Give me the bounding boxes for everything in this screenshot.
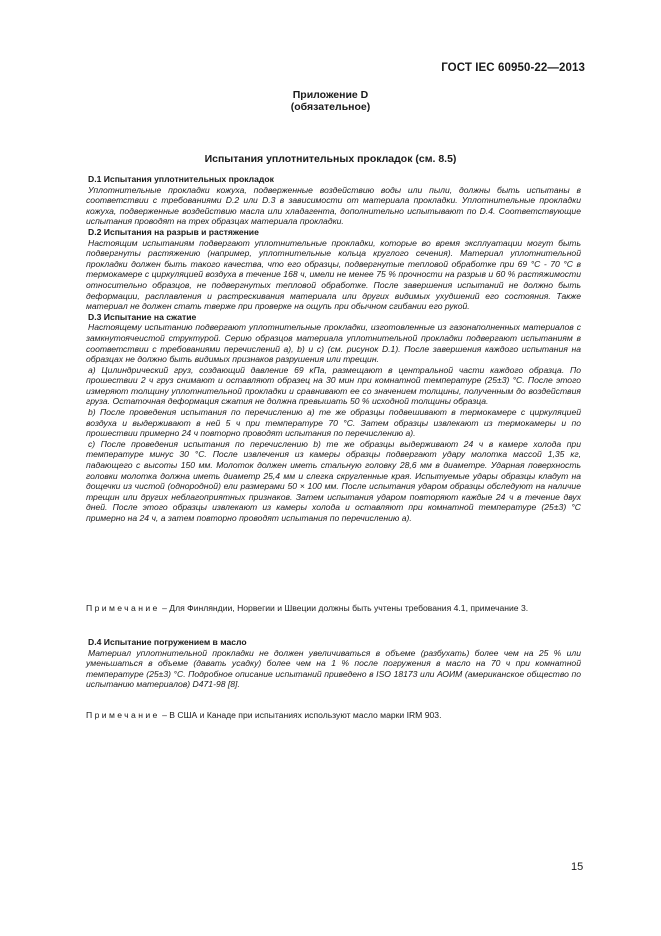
section-d3-paragraph: Настоящему испытанию подвергают уплотнительные прокладки, изготовленные из газонаполненных материалов с замкнутоячеистой структурой. Серию образцов материала уплотнительной прокладки подвергают испытаниям в соответствии с требованиями перечислений a), b) и c) (см. рисунок D.1). После завершения каждого испытания на образцах не должно быть видимых признаков разрушения или трещин.: [86, 322, 581, 365]
section-d4-paragraph: Материал уплотнительной прокладки не должен увеличиваться в объеме (разбухать) более чем на 25 % или уменьшаться в объеме (давать усадку) более чем на 1 % после погружения в масло на 70 ч при комнатной температуре (25±3) °С. Подробное описание испытаний приведено в ISO 18173 или АОИМ (американское общество по испытанию материалов) D471-98 [8].: [86, 647, 581, 690]
note-label: Примечание: [86, 710, 160, 720]
section-d3-item-a: a) Цилиндрический груз, создающий давление 69 кПа, размещают в центральной части каждого образца. По прошествии 2 ч груз снимают и оставляют образец на 30 мин при комнатной температуре (25±3) °С. После этого измеряют толщину уплотнительной прокладки и сравнивают ее со значением толщины, полученным до воздействия груза. Остаточная деформация сжатия не должна превышать 50 % исходной толщины образца.: [86, 364, 581, 407]
note-text: – Для Финляндии, Норвегии и Швеции должны быть учтены требования 4.1, примечание 3.: [159, 603, 529, 613]
page-number: 15: [571, 861, 584, 873]
section-d3-heading: D.3 Испытание на сжатие: [88, 311, 197, 322]
section-d2-heading: D.2 Испытания на разрыв и растяжение: [88, 226, 259, 237]
section-d4: [86, 637, 581, 690]
note-finland: [86, 603, 581, 614]
note-text: – В США и Канаде при испытаниях используют масло марки IRM 903.: [159, 710, 442, 720]
section-d3-item-b: b) После проведения испытания по перечислению a) те же образцы подвешивают в термокамере с циркуляцией воздуха и выдерживают в ней 5 ч при температуре 70 °С. Затем образцы извлекают из термокамеры и по прошествии примерно 24 ч повторно проводят испытания по перечислению a).: [86, 407, 581, 439]
section-d1-paragraph: Уплотнительные прокладки кожуха, подверженные воздействию воды или пыли, должны быть испытаны в соответствии с требованиями D.2 или D.3 в зависимости от материала прокладки. Уплотнительные прокладки кожуха, подверженные воздействию масла или хладагента, дополнительно испытывают по D.4. Соответствующие испытания проводят на трех образцах материала прокладки.: [86, 184, 581, 227]
section-d1-heading: D.1 Испытания уплотнительных прокладок: [88, 174, 274, 184]
note-usa-canada: [86, 710, 581, 721]
note-label: Примечание: [86, 603, 160, 613]
sections-d1-d3: [86, 174, 581, 524]
section-d2-paragraph: Настоящим испытаниям подвергают уплотнительные прокладки, которые во время эксплуатации могут быть подвергнуты растяжению (например, уплотнительные кольца круглого сечения). Материал уплотнительной прокладки должен быть такого качества, что его образцы, подвергнутые тепловой обработке при 69 °С - 70 °С в термокамере с циркуляцией воздуха в течение 168 ч, имели не менее 75 % прочности на разрыв и 60 % растяжимости относительно образцов, не подвергнутых тепловой обработке. После завершения испытаний не должно быть деформации, расплавления и растрескивания материала или других видимых ухудшений его состояния. Также материал не должен стать тверже при проверке на ощупь при обычном сгибании его рукой.: [86, 237, 581, 312]
annex-status: (обязательное): [290, 101, 371, 113]
main-title: Испытания уплотнительных прокладок (см. 8.5): [204, 153, 457, 165]
standard-number: ГОСТ IEC 60950-22—2013: [441, 62, 585, 74]
section-d4-heading: D.4 Испытание погружением в масло: [88, 637, 247, 647]
section-d3-item-c: c) После проведения испытания по перечислению b) те же образцы выдерживают 24 ч в камере холода при температуре минус 30 °С. После извлечения из камеры образцы подвергают удару молотка массой 1,35 кг, падающего с высоты 150 мм. Молоток должен иметь стальную головку 28,6 мм в диаметре. Ударная поверхность головки молотка должна иметь диаметр 25,4 мм и слегка скругленные края. Испытуемые удары образцы кладут на дощечки из чистой (однородной) ели размерами 50 × 100 мм. После испытания ударом образцы обследуют на наличие трещин или других неблагоприятных признаков. Затем испытания ударом повторяют каждые 24 ч в течение двух дней. После этого образцы извлекают из камеры холода и оставляют при комнатной температуре (25±3) °С примерно на 24 ч, а затем повторно проводят испытания по перечислению a).: [86, 438, 581, 523]
annex-title: Приложение D: [292, 89, 369, 101]
